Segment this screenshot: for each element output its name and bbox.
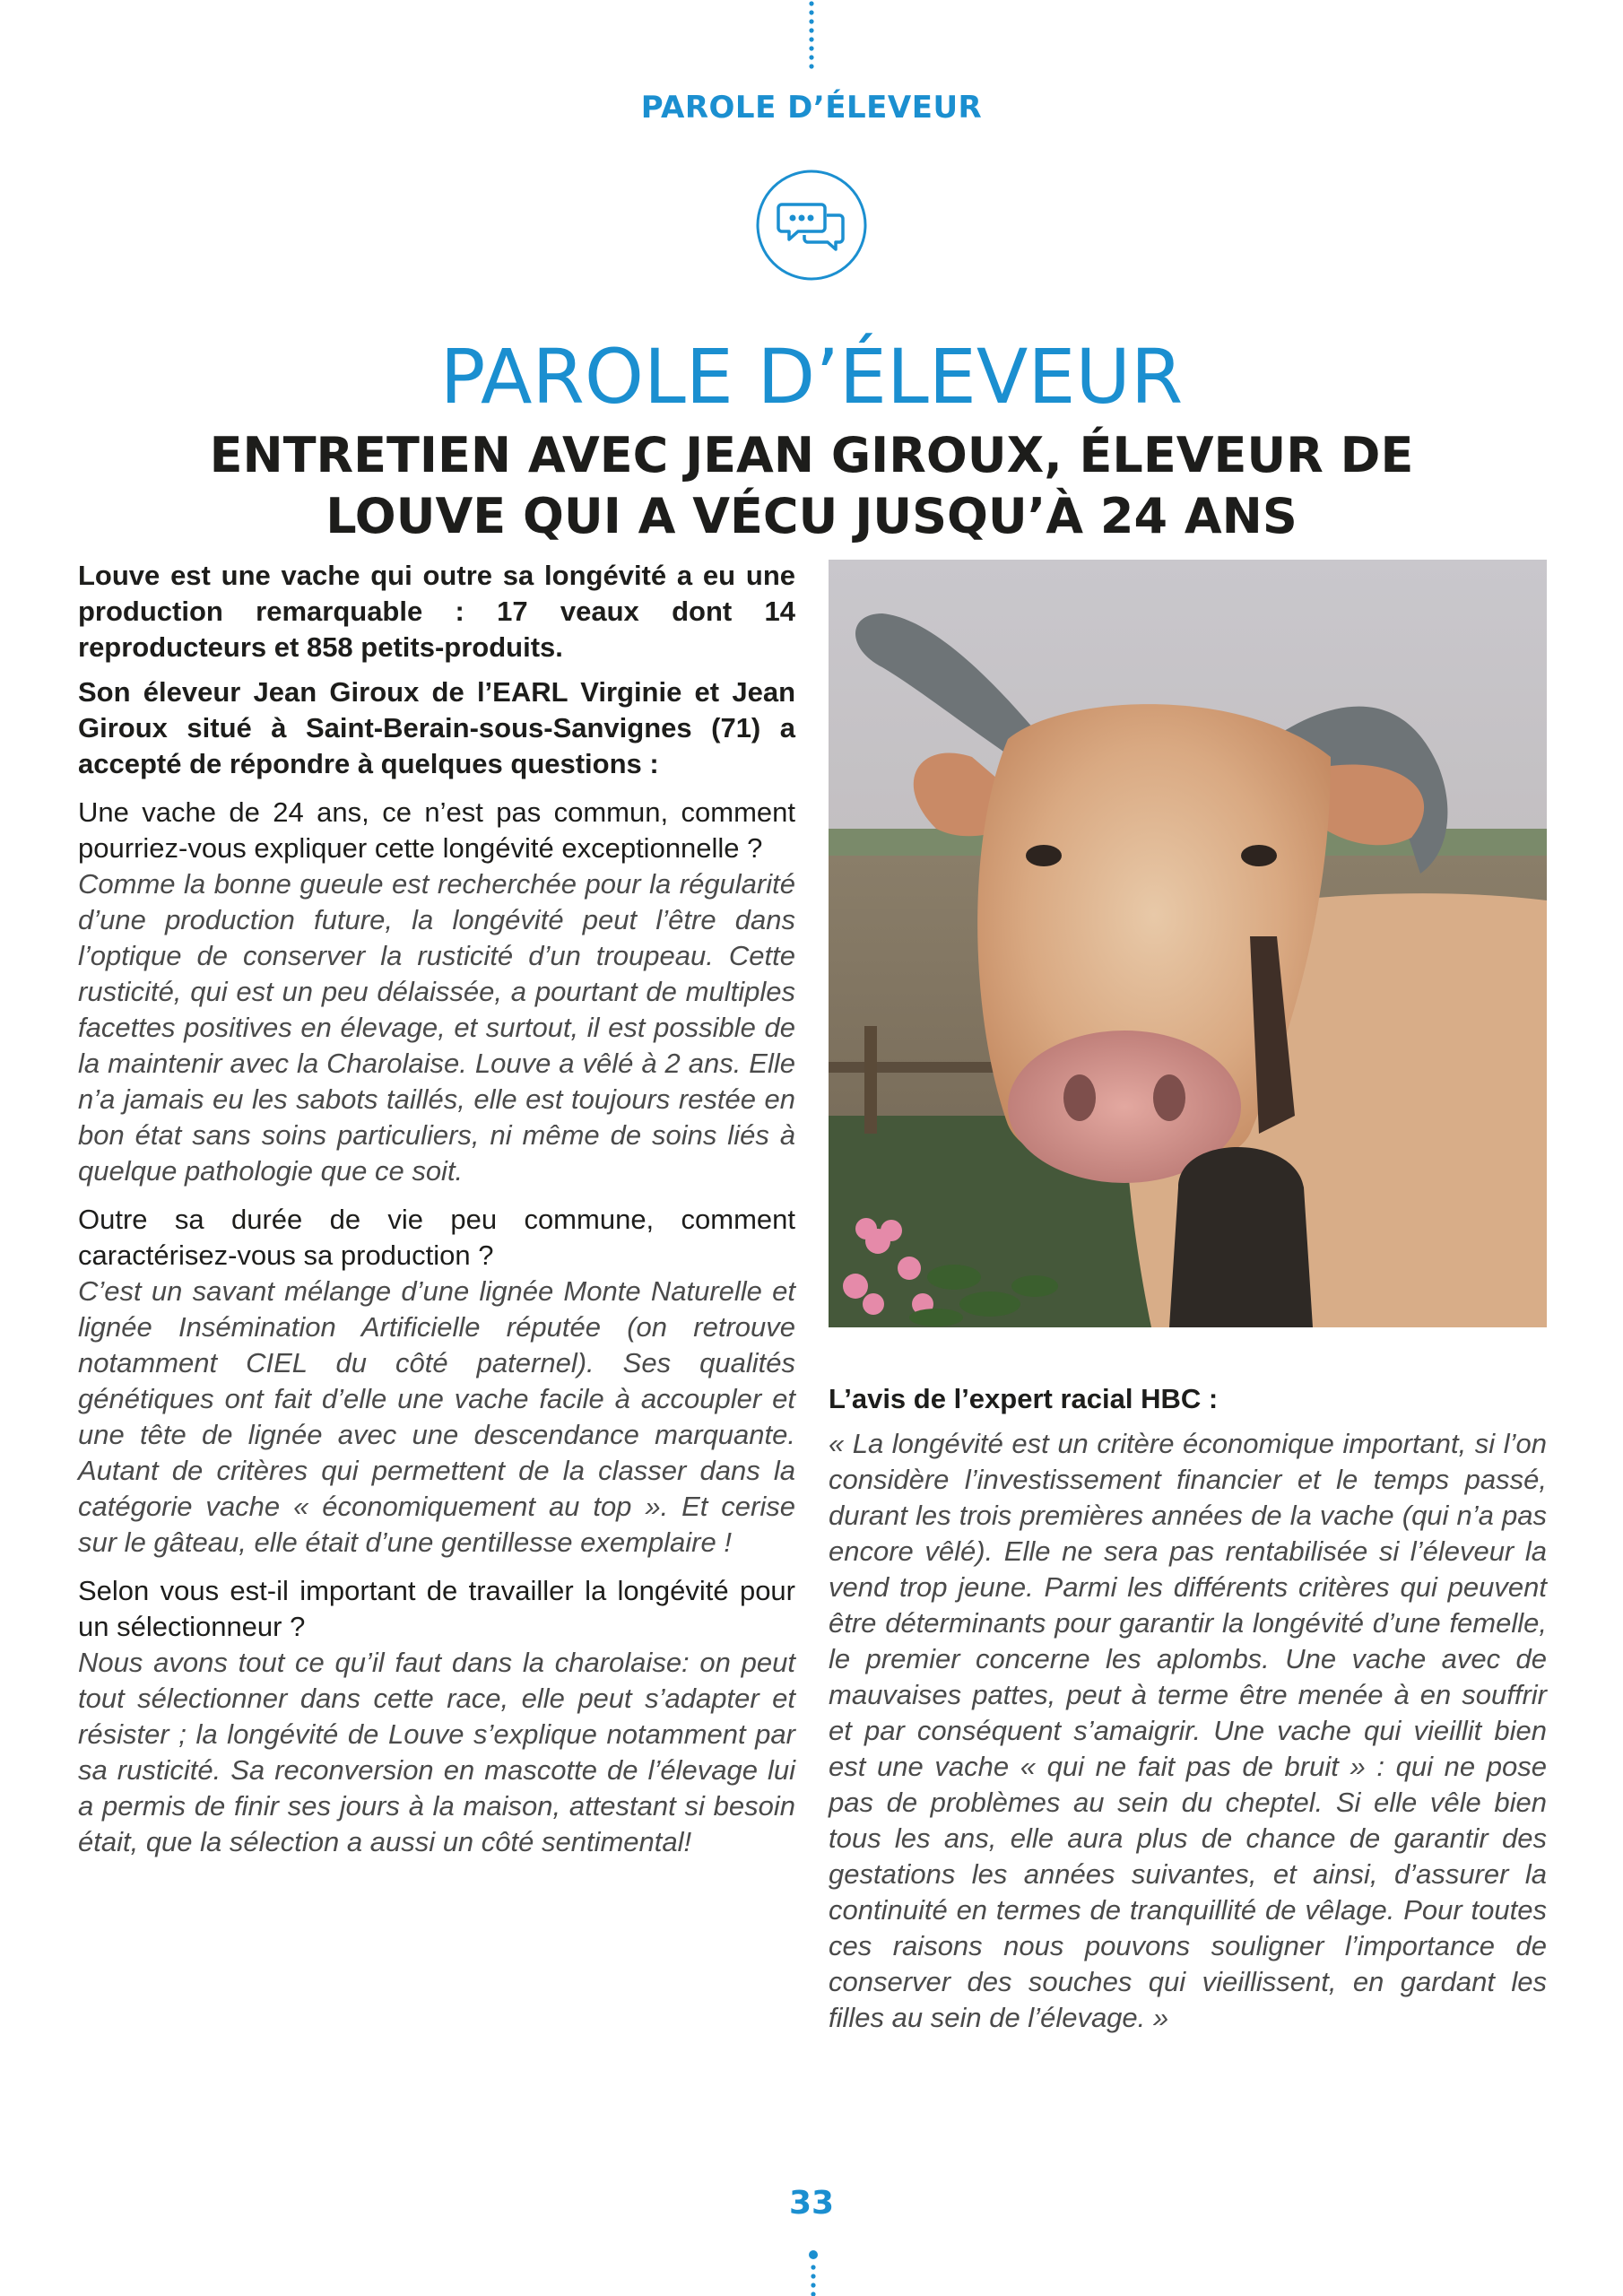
- interview-column: [78, 558, 795, 1860]
- cow-photo: [829, 560, 1547, 1327]
- expert-heading: L’avis de l’expert racial HBC :: [829, 1383, 1219, 1414]
- interview-answer: C’est un savant mélange d’une lignée Monte Naturelle et lignée Insémination Artificielle réputée (on retrouve notamment CIEL du côté paternel). Ses qualités génétiques ont fait d’elle une vache facile à accoupler et une tête de lignée avec une descendance marquante. Autant de critères qui permettent de la classer dans la catégorie vache « économiquement au top ». Et cerise sur le gâteau, elle était d’une gentillesse exemplaire !: [78, 1275, 795, 1558]
- chat-bubbles-icon: [755, 169, 868, 282]
- top-dotted-rule: [808, 0, 815, 81]
- interview-answer: Nous avons tout ce qu’il faut dans la charolaise: on peut tout sélectionner dans cette race, elle peut s’adapter et résister ; la longévité de Louve s’explique notamment par sa rusticité. Sa reconversion en mascotte de l’élevage lui a permis de finir ses jours à la maison, attestant si besoin était, que la sélection a aussi un côté sentimental!: [78, 1647, 795, 1857]
- page-subtitle: ENTRETIEN AVEC JEAN GIROUX, ÉLEVEUR DE LOUVE QUI A VÉCU JUSQU’À 24 ANS: [209, 427, 1414, 544]
- section-kicker: PAROLE D’ÉLEVEUR: [640, 90, 983, 126]
- intro-paragraph: Louve est une vache qui outre sa longévité a eu une production remarquable : 17 veaux dont 14 reproducteurs et 858 petits-produits.: [78, 560, 795, 663]
- interview-question: Outre sa durée de vie peu commune, comment caractérisez-vous sa production ?: [78, 1204, 795, 1271]
- intro-paragraph: Son éleveur Jean Giroux de l’EARL Virginie et Jean Giroux situé à Saint-Berain-sous-Sanvignes (71) a accepté de répondre à quelques questions :: [78, 676, 795, 779]
- interview-question: Une vache de 24 ans, ce n’est pas commun, comment pourriez-vous expliquer cette longévité exceptionnelle ?: [78, 796, 795, 864]
- page-title: PAROLE D’ÉLEVEUR: [439, 333, 1184, 421]
- expert-quote: « La longévité est un critère économique important, si l’on considère l’investissement financier et le temps passé, durant les trois premières années de la vache (qui n’a pas encore vêlé). Elle ne sera pas rentabilisée si l’éleveur la vend trop jeune. Parmi les différents critères qui peuvent être déterminants pour garantir la longévité d’une femelle, le premier concerne les aplombs. Une vache avec de mauvaises pattes, peut à terme être menée à en souffrir et par conséquent s’amaigrir. Une vache qui vieillit bien est une vache « qui ne fait pas de bruit » : qui ne pose pas de problèmes au sein du cheptel. Si elle vêle bien tous les ans, elle aura plus de chance de garantir des gestations les années suivantes, et ainsi, d’assurer la continuité en termes de tranquillité de vêlage. Pour toutes ces raisons nous pouvons souligner l’importance de conserver des souches qui vieillissent, en gardant les filles au sein de l’élevage. »: [829, 1428, 1547, 2033]
- interview-question: Selon vous est-il important de travailler la longévité pour un sélectionneur ?: [78, 1575, 795, 1642]
- interview-answer: Comme la bonne gueule est recherchée pour la régularité d’une production future, la longévité peut l’être dans l’optique de conserver la rusticité d’un troupeau. Cette rusticité, qui est un peu délaissée, a pourtant de multiples facettes positives en élevage, et surtout, il est possible de la maintenir avec la Charolaise. Louve a vêlé à 2 ans. Elle n’a jamais eu les sabots taillés, elle est toujours restée en bon état sans soins particuliers, ni même de soins liés à quelque pathologie que ce soit.: [78, 868, 795, 1187]
- expert-column: [829, 1381, 1547, 2036]
- bottom-dotted-rule: [808, 2249, 819, 2296]
- page-number: 33: [788, 2185, 835, 2222]
